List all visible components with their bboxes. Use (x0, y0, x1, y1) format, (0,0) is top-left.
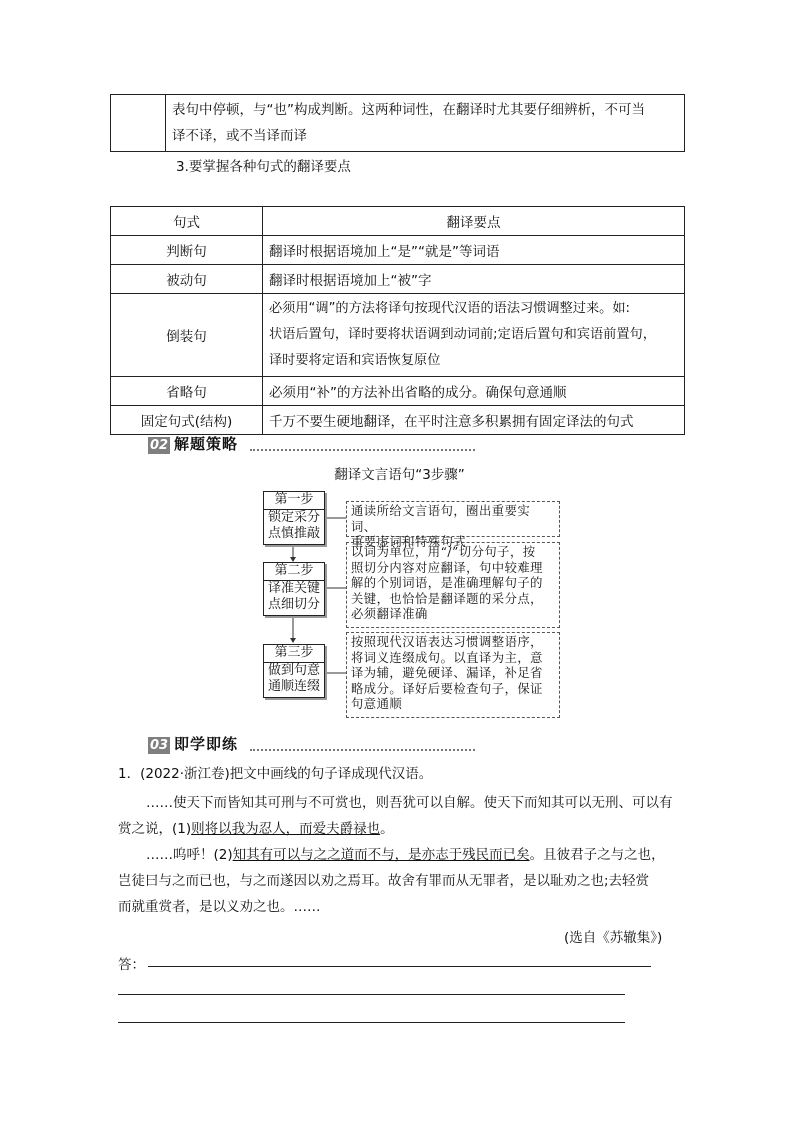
row-tips-line: 必须用“调”的方法将译句按现代汉语的语法习惯调整过来。如: (269, 301, 630, 316)
step-line: 点细切分 (267, 596, 320, 612)
para-text: ……使天下而皆知其可刑与不可赏也，则吾犹可以自解。使天下而知其可以无刑、可以 (146, 795, 659, 811)
underlined-sentence: 知其有可以与之之道而不与，是亦志于残民而已矣 (232, 847, 530, 863)
top-table-line1: 表句中停顿，与“也”构成判断。这两种词性，在翻译时尤其要仔细辨析，不可当 (172, 102, 645, 118)
step-box-2 (263, 562, 325, 616)
section-divider (250, 749, 475, 751)
answer-label: 答： (118, 957, 145, 973)
mark-number: (2) (213, 847, 233, 863)
exercise-paragraph-2 (118, 842, 678, 920)
desc-line: 通读所给文言语句，圈出重要实词、 (351, 504, 531, 534)
section-title: 即学即练 (174, 735, 239, 753)
row-type: 被动句 (111, 265, 263, 294)
para-text: 岂徒曰与之而已也，与之而遂因以劝之焉耳。故舍有罪而从无罪者，是以耻劝之也;去轻赏 (118, 873, 650, 889)
row-type: 省略句 (111, 377, 263, 406)
desc-line: 句意通顺 (351, 697, 403, 712)
exercise-paragraph-1 (118, 790, 678, 842)
desc-line: 解的个别词语，是准确理解句子的 (351, 576, 543, 591)
step-desc-2 (346, 542, 560, 628)
subheading: 3.要掌握各种句式的翻译要点 (176, 159, 351, 175)
step-box-1 (263, 491, 325, 545)
para-text: 。且彼君子之与之也， (529, 847, 665, 863)
step-line: 通顺连缀 (267, 678, 320, 694)
row-type: 固定句式(结构) (111, 406, 263, 435)
desc-line: 略成分。译好后要检查句子，保证 (351, 681, 543, 696)
desc-line: 将词义连缀成句。以直译为主，意 (351, 650, 543, 665)
para-text: 。 (380, 821, 394, 837)
desc-line: 译为辅，避免硬译、漏译，补足省 (351, 666, 543, 681)
section-header-practice (148, 733, 238, 754)
desc-line: 关键，也恰恰是翻译题的采分点， (351, 591, 543, 606)
step-head: 第一步 (264, 492, 324, 510)
row-type: 判断句 (111, 236, 263, 265)
row-tips: 必须用“补”的方法补出省略的成分。确保句意通顺 (263, 377, 685, 406)
underlined-sentence: 则将以我为忍人，而爱夫爵禄也 (191, 821, 381, 837)
step-line: 锁定采分 (267, 510, 320, 525)
step-desc-3 (346, 632, 560, 718)
arrow-head (290, 638, 296, 643)
step-line: 点慎推敲 (267, 525, 320, 541)
header-type: 句式 (111, 207, 263, 236)
step-desc-1 (346, 501, 560, 550)
desc-line: 以词为单位，用“/”切分句子，按 (351, 545, 536, 559)
row-type: 倒装句 (111, 294, 263, 377)
section-title: 解题策略 (174, 435, 239, 453)
desc-line: 重要虚词和特殊句式 (351, 535, 467, 550)
row-tips: 翻译时根据语境加上“被”字 (263, 265, 685, 294)
step-head: 第三步 (264, 645, 324, 663)
row-tips: 千万不要生硬地翻译，在平时注意多积累拥有固定译法的句式 (263, 406, 685, 435)
row-tips-line: 译时要将定语和宾语恢复原位 (269, 353, 441, 368)
row-tips-line: 状语后置句，译时要将状语调到动词前;定语后置句和宾语前置句， (269, 327, 656, 342)
desc-line: 必须翻译准确 (351, 607, 428, 622)
para-text: ……呜呼！ (146, 847, 214, 863)
section-badge: 03 (149, 738, 169, 753)
desc-line: 按照现代汉语表达习惯调整语序， (351, 635, 543, 649)
section-badge: 02 (149, 438, 169, 453)
exercise-question: 1．(2022·浙江卷)把文中画线的句子译成现代汉语。 (118, 766, 433, 782)
step-line: 做到句意 (267, 663, 320, 678)
desc-line: 照切分内容对应翻译，句中较难理 (351, 560, 543, 575)
step-head: 第二步 (264, 563, 324, 581)
step-line: 译准关键 (267, 581, 320, 596)
para-text: 而就重赏者，是以义劝之也。…… (118, 899, 321, 915)
top-table-line2: 译不译，或不当译而译 (172, 128, 307, 144)
diagram-title-text: 翻译文言语句“3步骤” (334, 467, 465, 483)
para-text: 有赏之说， (118, 795, 673, 837)
header-tips: 翻译要点 (263, 207, 685, 236)
answer-line[interactable] (118, 994, 625, 995)
answer-line[interactable] (148, 966, 651, 967)
mark-number: (1) (172, 821, 192, 837)
step-box-3 (263, 644, 325, 698)
answer-line[interactable] (118, 1022, 625, 1023)
row-tips: 翻译时根据语境加上“是”“就是”等词语 (263, 236, 685, 265)
source-citation: (选自《苏辙集》) (564, 930, 663, 946)
